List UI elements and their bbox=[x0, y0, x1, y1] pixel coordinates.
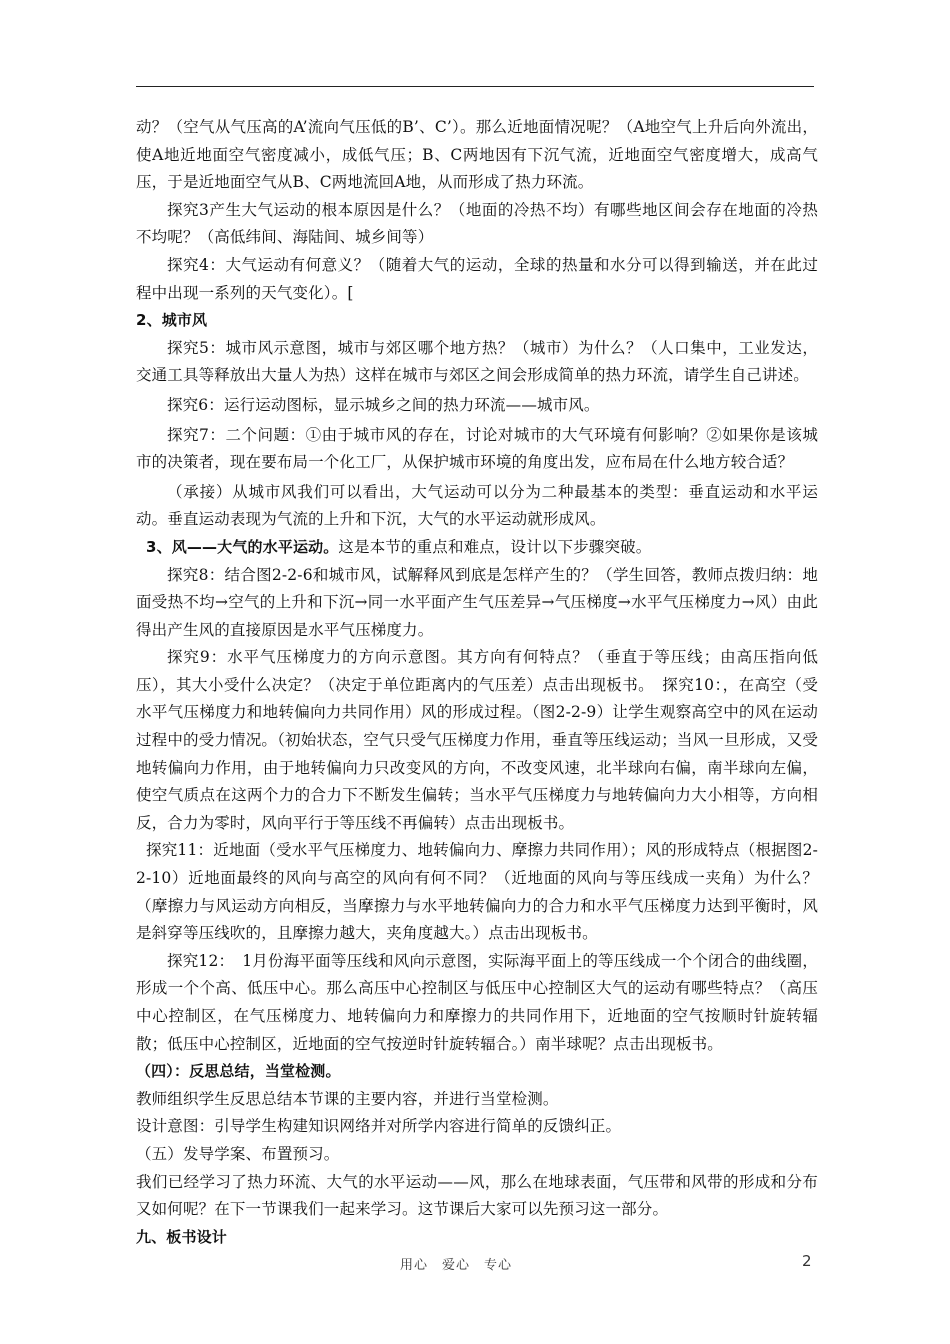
paragraph-explore-3: 探究3产生大气运动的根本原因是什么？（地面的冷热不均）有哪些地区间会存在地面的冷热不均呢？（高低纬间、海陆间、城乡间等） bbox=[136, 200, 818, 247]
paragraph-reflection: 教师组织学生反思总结本节课的主要内容，并进行当堂检测。 bbox=[136, 1089, 559, 1108]
page-number: 2 bbox=[802, 1252, 812, 1270]
paragraph-explore-12: 探究12： 1月份海平面等压线和风向示意图，实际海平面上的等压线成一个个闭合的曲线圈，形成一个个高、低压中心。那么高压中心控制区与低压中心控制区大气的运动有哪些特点？（高压中心控制区，在气压梯度力、地转偏向力和摩擦力的共同作用下，近地面的空气按顺时针旋转辐散；低压中心控制区，近地面的空气按逆时针旋转辐合。）南半球呢？点击出现板书。 bbox=[136, 951, 818, 1053]
heading-wind: 3、风——大气的水平运动。 bbox=[146, 537, 339, 556]
paragraph-thermal-circulation: 动？（空气从气压高的A’流向气压低的B’、C’）。那么近地面情况呢？（A地空气上升后向外流出，使A地近地面空气密度减小，成低气压；B、C两地因有下沉气流，近地面空气密度增大，成高气压，于是近地面空气从B、C两地流回A地，从而形成了热力环流。 bbox=[136, 118, 818, 192]
heading-reflection: （四）：反思总结，当堂检测。 bbox=[136, 1062, 341, 1081]
paragraph-explore-8: 探究8：结合图2-2-6和城市风，试解释风到底是怎样产生的？（学生回答，教师点拨归纳：地面受热不均→空气的上升和下沉→同一水平面产生气压差异→气压梯度→水平气压梯度力→风）由此得出产生风的直接原因是水平气压梯度力。 bbox=[136, 565, 818, 639]
paragraph-preview: 我们已经学习了热力环流、大气的水平运动——风，那么在地球表面，气压带和风带的形成和分布又如何呢？在下一节课我们一起来学习。这节课后大家可以先预习这一部分。 bbox=[136, 1172, 818, 1219]
heading-board-design: 九、板书设计 bbox=[136, 1227, 227, 1246]
header-rule bbox=[136, 86, 814, 87]
paragraph-explore-11: 探究11：近地面（受水平气压梯度力、地转偏向力、摩擦力共同作用）；风的形成特点（根据图2-2-10）近地面最终的风向与高空的风向有何不同？（近地面的风向与等压线成一夹角）为什么？（摩擦力与风运动方向相反，当摩擦力与水平地转偏向力的合力和水平气压梯度力达到平衡时，风是斜穿等压线吹的，且摩擦力越大，夹角度越大。）点击出现板书。 bbox=[136, 841, 818, 943]
paragraph-explore-4: 探究4：大气运动有何意义？（随着大气的运动，全球的热量和水分可以得到输送，并在此过程中出现一系列的天气变化）。[ bbox=[136, 255, 818, 302]
paragraph-explore-9-10: 探究9：水平气压梯度力的方向示意图。其方向有何特点？（垂直于等压线；由高压指向低压），其大小受什么决定？（决定于单位距离内的气压差）点击出现板书。 探究10：，在高空（受水平气压梯度力和地转偏向力共同作用）风的形成过程。（图2-2-9）让学生观察高空中的风在运动过程中的受力情况。（初始状态，空气只受气压梯度力作用，垂直等压线运动；当风一旦形成，又受地转偏向力作用，由于地转偏向力只改变风的方向，不改变风速，北半球向右偏，南半球向左偏，使空气质点在这两个力的合力下不断发生偏转；当水平气压梯度力与地转偏向力大小相等，方向相反，合力为零时，风向平行于等压线不再偏转）点击出现板书。 bbox=[136, 648, 818, 832]
paragraph-explore-5: 探究5：城市风示意图，城市与郊区哪个地方热？（城市）为什么？（人口集中，工业发达，交通工具等释放出大量人为热）这样在城市与郊区之间会形成简单的热力环流，请学生自己讲述。 bbox=[136, 338, 818, 385]
paragraph-design-intent: 设计意图：引导学生构建知识网络并对所学内容进行简单的反馈纠正。 bbox=[136, 1117, 622, 1136]
paragraph-explore-6: 探究6：运行运动图标，显示城乡之间的热力环流——城市风。 bbox=[167, 395, 600, 414]
page-footer bbox=[0, 1250, 950, 1274]
heading-wind-note: 这是本节的重点和难点，设计以下步骤突破。 bbox=[338, 537, 652, 556]
footer-slogan: 用心 爱心 专心 bbox=[400, 1258, 513, 1273]
paragraph-transition: （承接）从城市风我们可以看出，大气运动可以分为二种最基本的类型：垂直运动和水平运动。垂直运动表现为气流的上升和下沉，大气的水平运动就形成风。 bbox=[136, 482, 818, 529]
heading-city-wind: 2、城市风 bbox=[136, 311, 208, 330]
paragraph-explore-7: 探究7：二个问题：①由于城市风的存在，讨论对城市的大气环境有何影响？②如果你是该城市的决策者，现在要布局一个化工厂，从保护城市环境的角度出发，应布局在什么地方较合适？ bbox=[136, 425, 818, 472]
paragraph-wind-heading bbox=[136, 534, 818, 562]
body-text bbox=[136, 114, 818, 1251]
heading-preview: （五）发导学案、布置预习。 bbox=[136, 1144, 340, 1163]
